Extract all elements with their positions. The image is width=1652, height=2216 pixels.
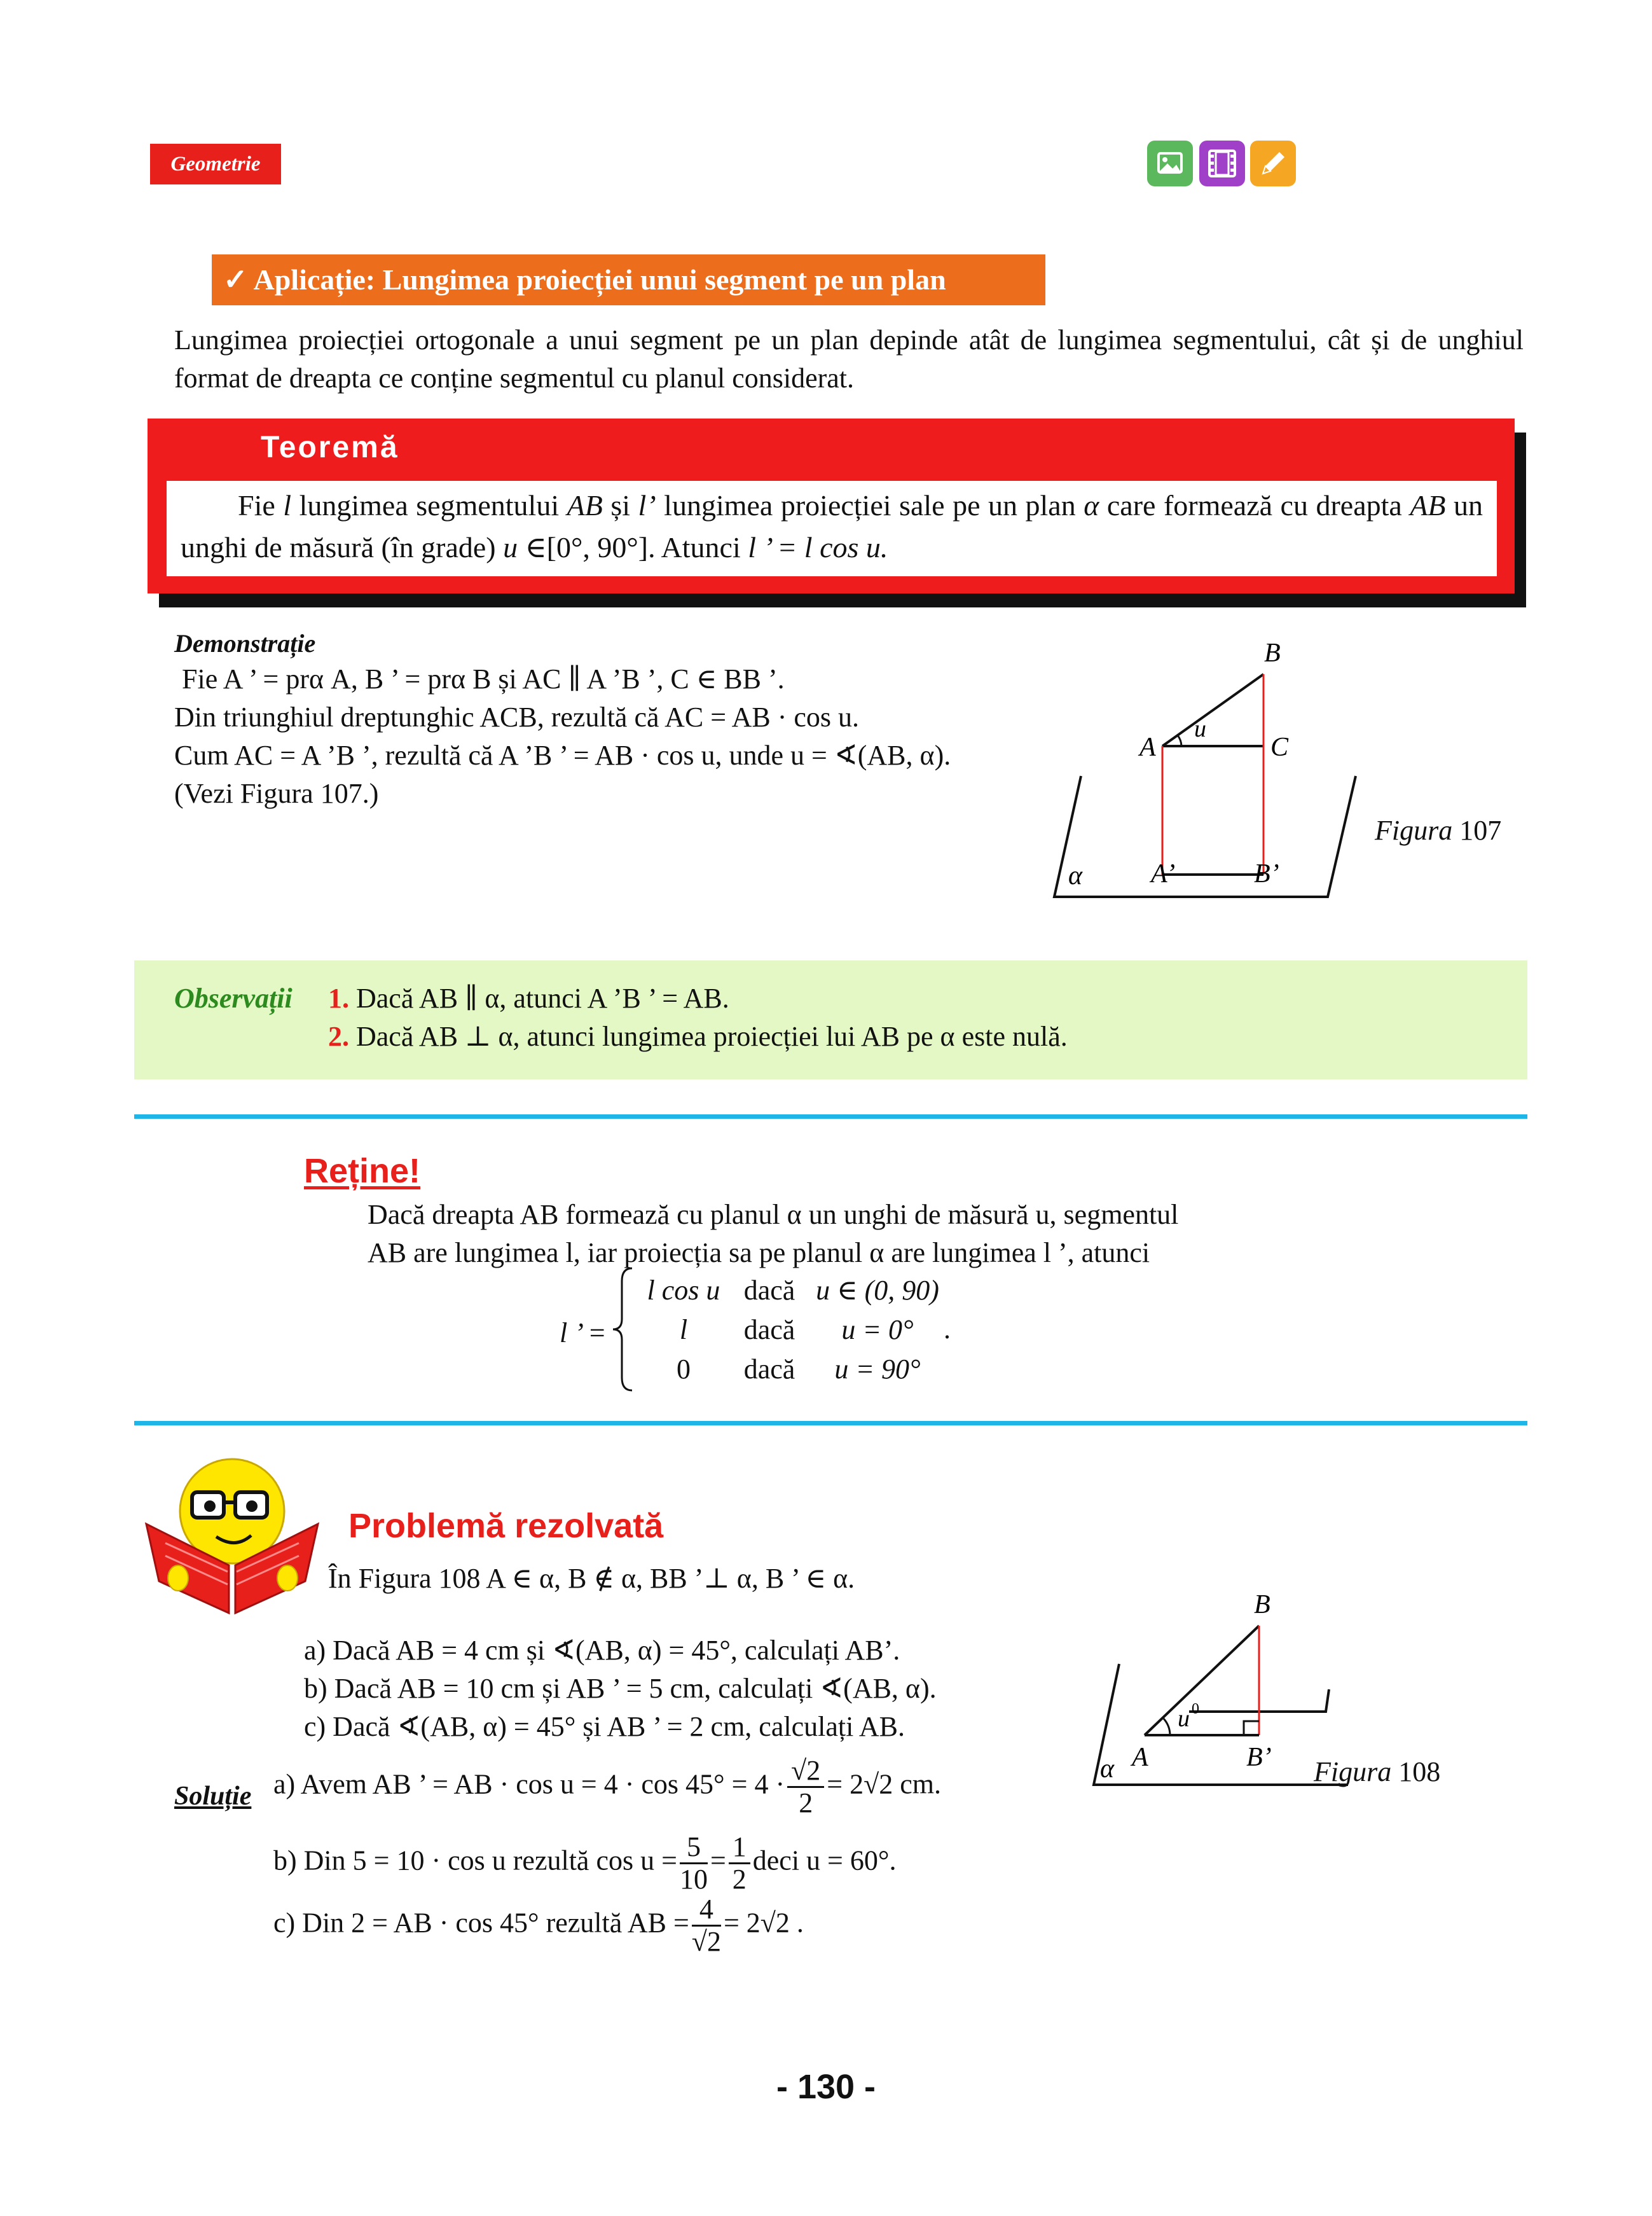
- cases-brace: [610, 1266, 636, 1393]
- label-alpha: α: [1068, 861, 1083, 890]
- demonstration-line: Fie A ’ = prα A, B ’ = prα B și AC ∥ A ’B ’, C ∈ BB ’.: [182, 663, 785, 695]
- label-alpha: α: [1100, 1754, 1115, 1783]
- problem-title: Problemă rezolvată: [348, 1507, 664, 1545]
- section-title: ✓ Aplicație: Lungimea proiecției unui segment pe un plan: [212, 254, 1045, 305]
- angle-arc: [1178, 735, 1181, 746]
- figure-107-diagram: [1030, 630, 1513, 910]
- label-A: A: [1132, 1743, 1148, 1772]
- demonstration-line: Cum AC = A ’B ’, rezultă că A ’B ’ = AB · cos u, unde u = ∢(AB, α).: [174, 740, 951, 771]
- case-row: 0 dacă u = 90°: [677, 1354, 921, 1385]
- problem-item: b) Dacă AB = 10 cm și AB ’ = 5 cm, calculați ∢(AB, α).: [304, 1673, 937, 1704]
- problem-item: a) Dacă AB = 4 cm și ∢(AB, α) = 45°, calculați AB’.: [304, 1635, 900, 1666]
- problem-item: c) Dacă ∢(AB, α) = 45° și AB ’ = 2 cm, calculați AB.: [304, 1711, 905, 1742]
- observation-item: 2. Dacă AB ⊥ α, atunci lungimea proiecției lui AB pe α este nulă.: [328, 1021, 1068, 1052]
- cases-lhs: l ’ =: [560, 1317, 607, 1348]
- figure-107-caption: Figura 107: [1375, 815, 1502, 846]
- solution-a: a) Avem AB ’ = AB · cos u = 4 · cos 45° = 4 · $\frac{√2}{2}$ = 2√2 cm.: [273, 1755, 941, 1818]
- observations-list: [328, 980, 1068, 1056]
- solution-label: Soluție: [174, 1782, 252, 1811]
- pencil-icon[interactable]: [1250, 141, 1296, 186]
- chapter-tag: Geometrie: [150, 144, 281, 184]
- plane-alpha: [1054, 776, 1356, 897]
- image-icon[interactable]: [1147, 141, 1193, 186]
- retine-text: [368, 1196, 1449, 1272]
- right-angle-mark: [1244, 1721, 1259, 1735]
- angle-arc: [1164, 1719, 1170, 1735]
- cases-table: [636, 1271, 947, 1389]
- case-row: l cos u dacă u ∈ (0, 90): [647, 1275, 939, 1306]
- problem-statement: În Figura 108 A ∈ α, B ∉ α, BB ’⊥ α, B ’ ∈ α.: [328, 1563, 855, 1594]
- demonstration-title: Demonstrație: [174, 629, 316, 658]
- divider: [134, 1421, 1527, 1425]
- retine-line: AB are lungimea l, iar proiecția sa pe planul α are lungimea l ’, atunci: [368, 1237, 1150, 1268]
- divider: [134, 1114, 1527, 1119]
- demonstration-line: Din triunghiul dreptunghic ACB, rezultă că AC = AB · cos u.: [174, 702, 860, 733]
- segment-AB: [1162, 674, 1263, 746]
- segment-AB: [1145, 1626, 1259, 1735]
- case-row: l dacă u = 0°: [679, 1314, 914, 1345]
- solution-c: c) Din 2 = AB · cos 45° rezultă AB = $\frac{4}{√2}$ = 2√2 .: [273, 1894, 804, 1957]
- retine-title: Reține!: [304, 1152, 421, 1190]
- theorem-text: Fie l lungimea segmentului AB și l’ lungimea proiecției sale pe un plan α care formează cu dreapta AB un unghi de măsură (în grade) u ∈[0°, 90°]. Atunci l ’ = l cos u.: [167, 481, 1497, 576]
- figure-108-caption: Figura 108: [1314, 1756, 1441, 1787]
- film-icon[interactable]: [1199, 141, 1245, 186]
- label-u: u: [1194, 716, 1206, 742]
- label-u: u: [1178, 1705, 1190, 1732]
- label-Ap: A’: [1151, 859, 1176, 889]
- label-Bp: B’: [1254, 859, 1279, 889]
- cases-dot: .: [944, 1313, 951, 1345]
- observation-item: 1. Dacă AB ∥ α, atunci A ’B ’ = AB.: [328, 983, 729, 1014]
- observations-label: Observații: [174, 983, 293, 1014]
- label-A: A: [1139, 733, 1156, 762]
- label-deg: 0: [1192, 1701, 1199, 1717]
- label-B: B: [1264, 639, 1281, 668]
- label-B: B: [1254, 1590, 1270, 1619]
- problem-list: [304, 1631, 937, 1746]
- solution-b: b) Din 5 = 10 · cos u rezultă cos u = $\frac{5}{10}$ = $\frac{1}{2}$ deci u = 60°.: [273, 1831, 897, 1895]
- label-C: C: [1270, 733, 1289, 762]
- reading-smiley-icon: [140, 1448, 324, 1626]
- demonstration: [174, 627, 1064, 813]
- demonstration-line: (Vezi Figura 107.): [174, 778, 379, 809]
- intro-paragraph: Lungimea proiecției ortogonale a unui segment pe un plan depinde atât de lungimea segmentului, cât și de unghiul format de dreapta ce conține segmentul cu planul considerat.: [174, 324, 1524, 394]
- retine-line: Dacă dreapta AB formează cu planul α un unghi de măsură u, segmentul: [368, 1199, 1179, 1230]
- page-number: - 130 -: [776, 2068, 876, 2106]
- label-Bp: B’: [1246, 1743, 1272, 1772]
- theorem-title: Teoremă: [261, 431, 399, 464]
